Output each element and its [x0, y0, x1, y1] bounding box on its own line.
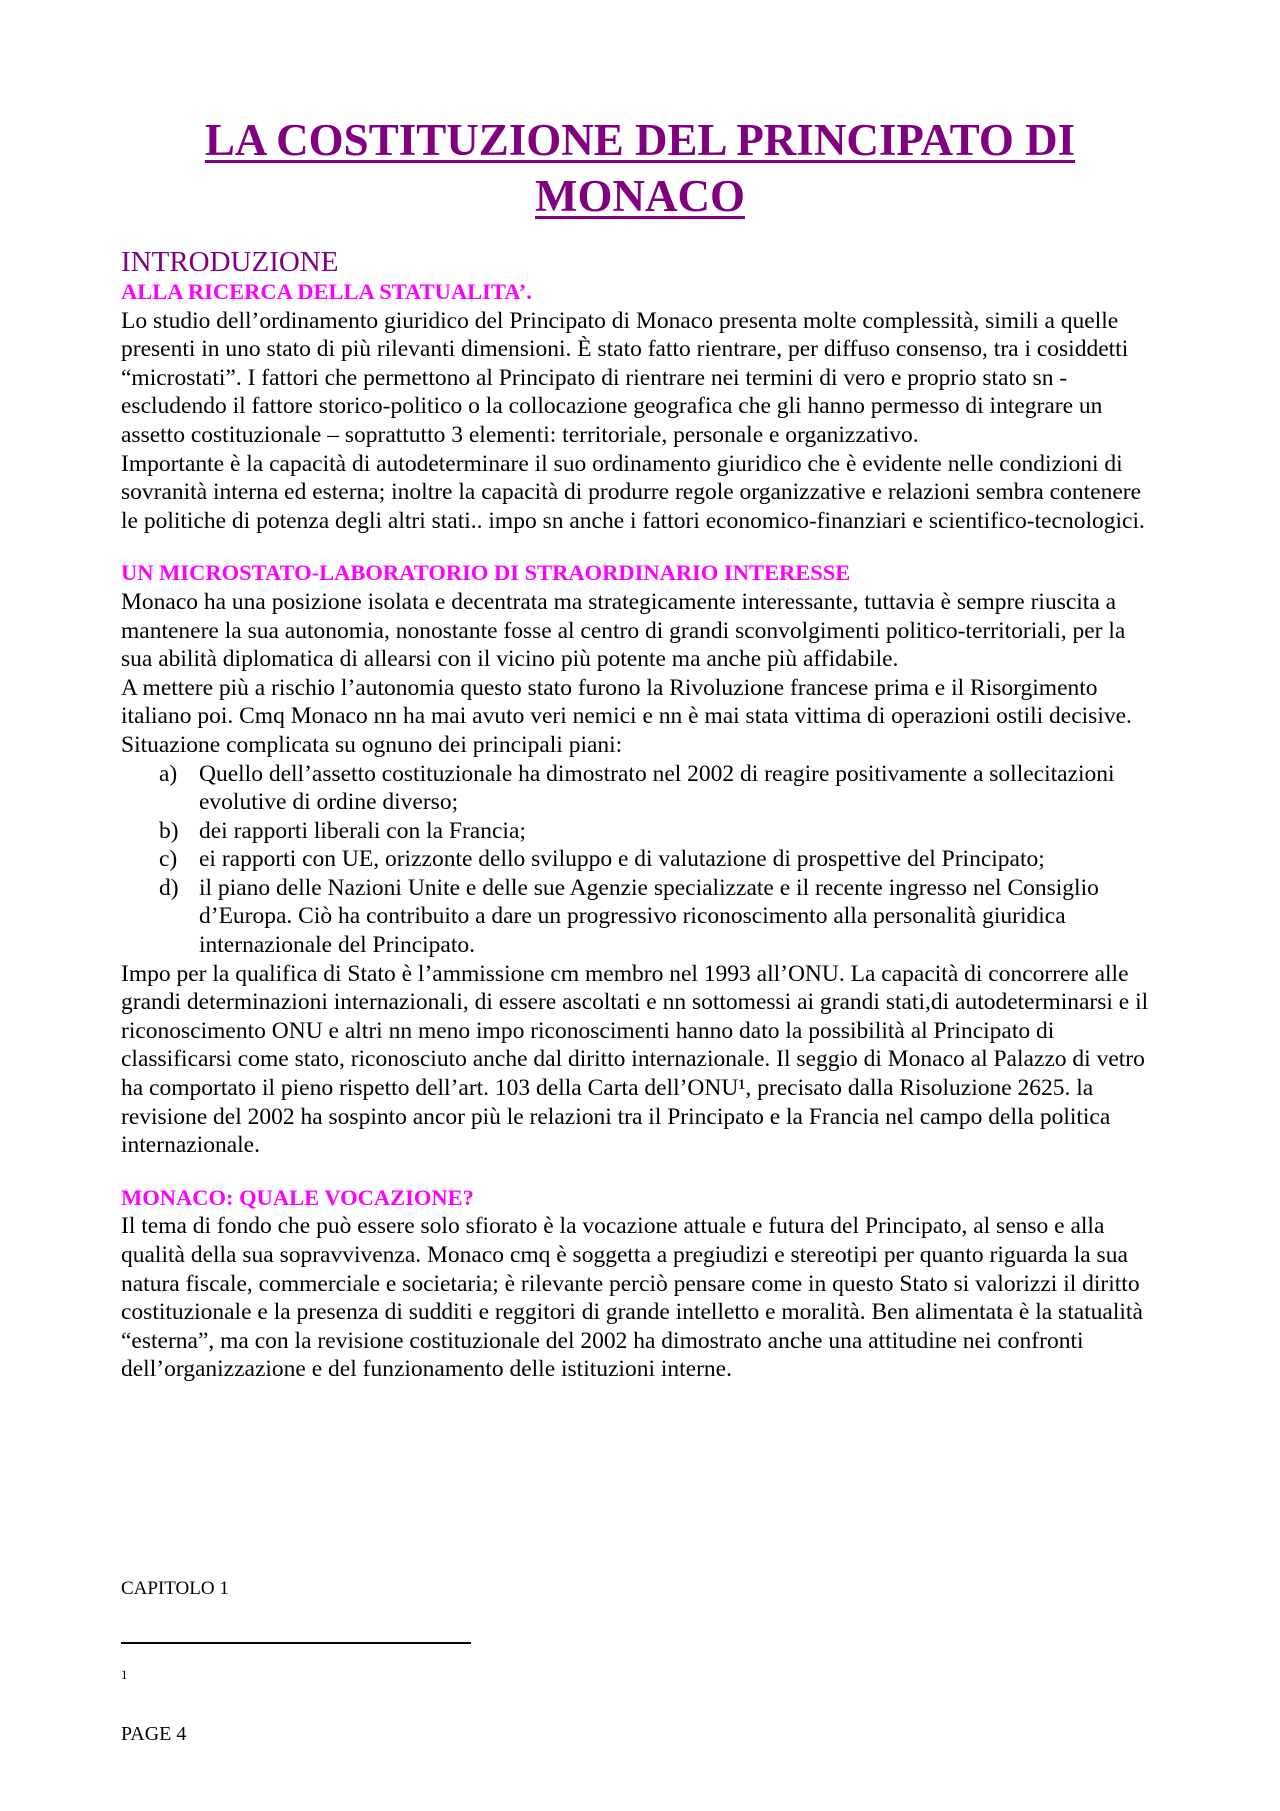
- page-number: PAGE 4: [121, 1723, 187, 1745]
- list-item-text: dei rapporti liberali con la Francia;: [199, 817, 526, 844]
- footnote-number: 1: [121, 1667, 128, 1682]
- list-marker: c): [159, 846, 178, 873]
- list-marker: d): [159, 874, 179, 901]
- list-marker: b): [159, 817, 179, 844]
- paragraph: Importante è la capacità di autodeterminare il suo ordinamento giuridico che è evidente nelle condizioni di sovranità interna ed esterna; inoltre la capacità di produrre regole organizzative e relazioni sembra contenere le politiche di potenza degli altri stati.. impo sn anche i fattori economico-finanziari e scientifico-tecnologici.: [121, 450, 1145, 534]
- section-heading-vocazione: MONACO: QUALE VOCAZIONE?: [121, 1184, 474, 1210]
- document-title: [120, 112, 1160, 224]
- spacer: [121, 535, 1161, 559]
- list-item-text: il piano delle Nazioni Unite e delle sue Agenzie specializzate e il recente ingresso nel Consiglio d’Europa. Ciò ha contribuito a dare un progressivo riconoscimento alla personalità giuridica internazionale del Principato.: [199, 874, 1099, 959]
- list-item: [121, 760, 1161, 817]
- list-item-text: ei rapporti con UE, orizzonte dello sviluppo e di valutazione di prospettive del Principato;: [199, 846, 1045, 873]
- section-heading-statualita: ALLA RICERCA DELLA STATUALITA’.: [121, 279, 532, 304]
- list-item: [121, 817, 1161, 846]
- section-heading-microstato: UN MICROSTATO-LABORATORIO DI STRAORDINARIO INTERESSE: [121, 560, 851, 586]
- list-item: [121, 874, 1161, 960]
- document-body: [121, 246, 1161, 1384]
- title-line-2: MONACO: [535, 171, 745, 221]
- list-item: [121, 845, 1161, 874]
- paragraph: Il tema di fondo che può essere solo sfiorato è la vocazione attuale e futura del Principato, al senso e alla qualità della sua sopravvivenza. Monaco cmq è soggetta a pregiudizi e stereotipi per quanto riguarda la sua natura fiscale, commerciale e societaria; è rilevante perciò pensare come in questo Stato si valorizzi il diritto costituzionale e la presenza di sudditi e reggitori di grande intelletto e moralità. Ben alimentata è la statualità “esterna”, ma con la revisione costituzionale del 2002 ha dimostrato anche una attitudine nei confronti dell’organizzazione e del funzionamento delle istituzioni interne.: [121, 1213, 1143, 1383]
- title-line-1: LA COSTITUZIONE DEL PRINCIPATO DI: [204, 115, 1076, 165]
- paragraph: Impo per la qualifica di Stato è l’ammissione cm membro nel 1993 all’ONU. La capacità di concorrere alle grandi determinazioni internazionali, di essere ascoltati e nn sottomessi ai grandi stati,di autodeterminarsi e il riconoscimento ONU e altri nn meno impo riconoscimenti hanno dato la possibilità al Principato di classificarsi come stato, riconosciuto anche dal diritto internazionale. Il seggio di Monaco al Palazzo di vetro ha comportato il pieno rispetto dell’art. 103 della Carta dell’ONU¹, precisato dalla Risoluzione 2625. la revisione del 2002 ha sospinto ancor più le relazioni tra il Principato e la Francia nel campo della politica internazionale.: [121, 960, 1149, 1159]
- list-marker: a): [159, 760, 178, 787]
- paragraph: Monaco ha una posizione isolata e decentrata ma strategicamente interessante, tuttavia è sempre riuscita a mantenere la sua autonomia, nonostante fosse al centro di grandi sconvolgimenti politico-territoriali, per la sua abilità diplomatica di allearsi con il vicino più potente ma anche più affidabile.: [121, 588, 1126, 673]
- list-item-text: Quello dell’assetto costituzionale ha dimostrato nel 2002 di reagire positivamente a sollecitazioni evolutive di ordine diverso;: [199, 760, 1115, 816]
- spacer: [121, 1160, 1161, 1184]
- intro-heading: INTRODUZIONE: [121, 246, 339, 278]
- paragraph: Situazione complicata su ognuno dei principali piani:: [121, 731, 623, 758]
- chapter-label: CAPITOLO 1: [121, 1578, 229, 1599]
- piani-list: [121, 760, 1161, 960]
- paragraph: Lo studio dell’ordinamento giuridico del Principato di Monaco presenta molte complessità, simili a quelle presenti in uno stato di più rilevanti dimensioni. È stato fatto rientrare, per diffuso consenso, tra i cosiddetti “microstati”. I fattori che permettono al Principato di rientrare nei termini di vero e proprio stato sn - escludendo il fattore storico-politico o la collocazione geografica che gli hanno permesso di integrare un assetto costituzionale – soprattutto 3 elementi: territoriale, personale e organizzativo.: [121, 307, 1129, 448]
- footnote-separator: [121, 1642, 471, 1644]
- paragraph: A mettere più a rischio l’autonomia questo stato furono la Rivoluzione francese prima e il Risorgimento italiano poi. Cmq Monaco nn ha mai avuto veri nemici e nn è mai stata vittima di operazioni ostili decisive.: [121, 674, 1132, 730]
